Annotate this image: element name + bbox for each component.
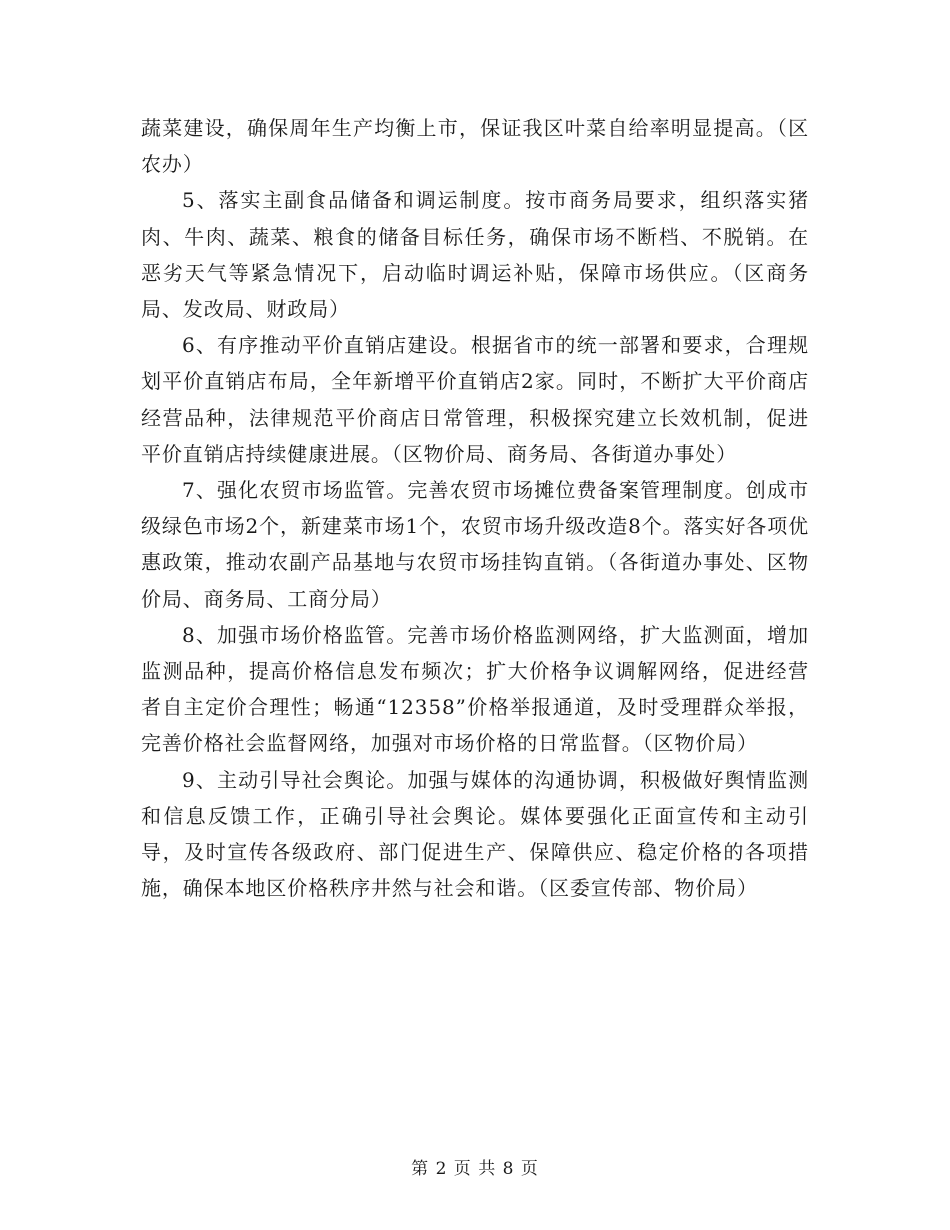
- paragraph-item-6: 6、有序推动平价直销店建设。根据省市的统一部署和要求，合理规划平价直销店布局，全年新增平价直销店2家。同时，不断扩大平价商店经营品种，法律规范平价商店日常管理，积极探究建立长效机制，促进平价直销店持续健康进展。（区物价局、商务局、各街道办事处）: [141, 333, 809, 466]
- paragraph-continuation: 蔬菜建设，确保周年生产均衡上市，保证我区叶菜自给率明显提高。（区农办）: [141, 116, 809, 177]
- paragraph-item-5: 5、落实主副食品储备和调运制度。按市商务局要求，组织落实猪肉、牛肉、蔬菜、粮食的储备目标任务，确保市场不断档、不脱销。在恶劣天气等紧急情况下，启动临时调运补贴，保障市场供应。（区商务局、发改局、财政局）: [141, 188, 809, 322]
- paragraph-item-7: 7、强化农贸市场监管。完善农贸市场摊位费备案管理制度。创成市级绿色市场2个，新建菜市场1个，农贸市场升级改造8个。落实好各项优惠政策，推动农副产品基地与农贸市场挂钩直销。（各街道办事处、区物价局、商务局、工商分局）: [141, 478, 809, 611]
- document-body: [141, 110, 809, 906]
- page-number-footer: 第 2 页 共 8 页: [411, 1159, 539, 1179]
- paragraph-item-8: 8、加强市场价格监管。完善市场价格监测网络，扩大监测面，增加监测品种，提高价格信息发布频次；扩大价格争议调解网络，促进经营者自主定价合理性；畅通“12358”价格举报通道，及时受理群众举报，完善价格社会监督网络，加强对市场价格的日常监督。（区物价局）: [141, 622, 809, 756]
- paragraph-item-9: 9、主动引导社会舆论。加强与媒体的沟通协调，积极做好舆情监测和信息反馈工作，正确引导社会舆论。媒体要强化正面宣传和主动引导，及时宣传各级政府、部门促进生产、保障供应、稳定价格的各项措施，确保本地区价格秩序井然与社会和谐。（区委宣传部、物价局）: [141, 767, 809, 901]
